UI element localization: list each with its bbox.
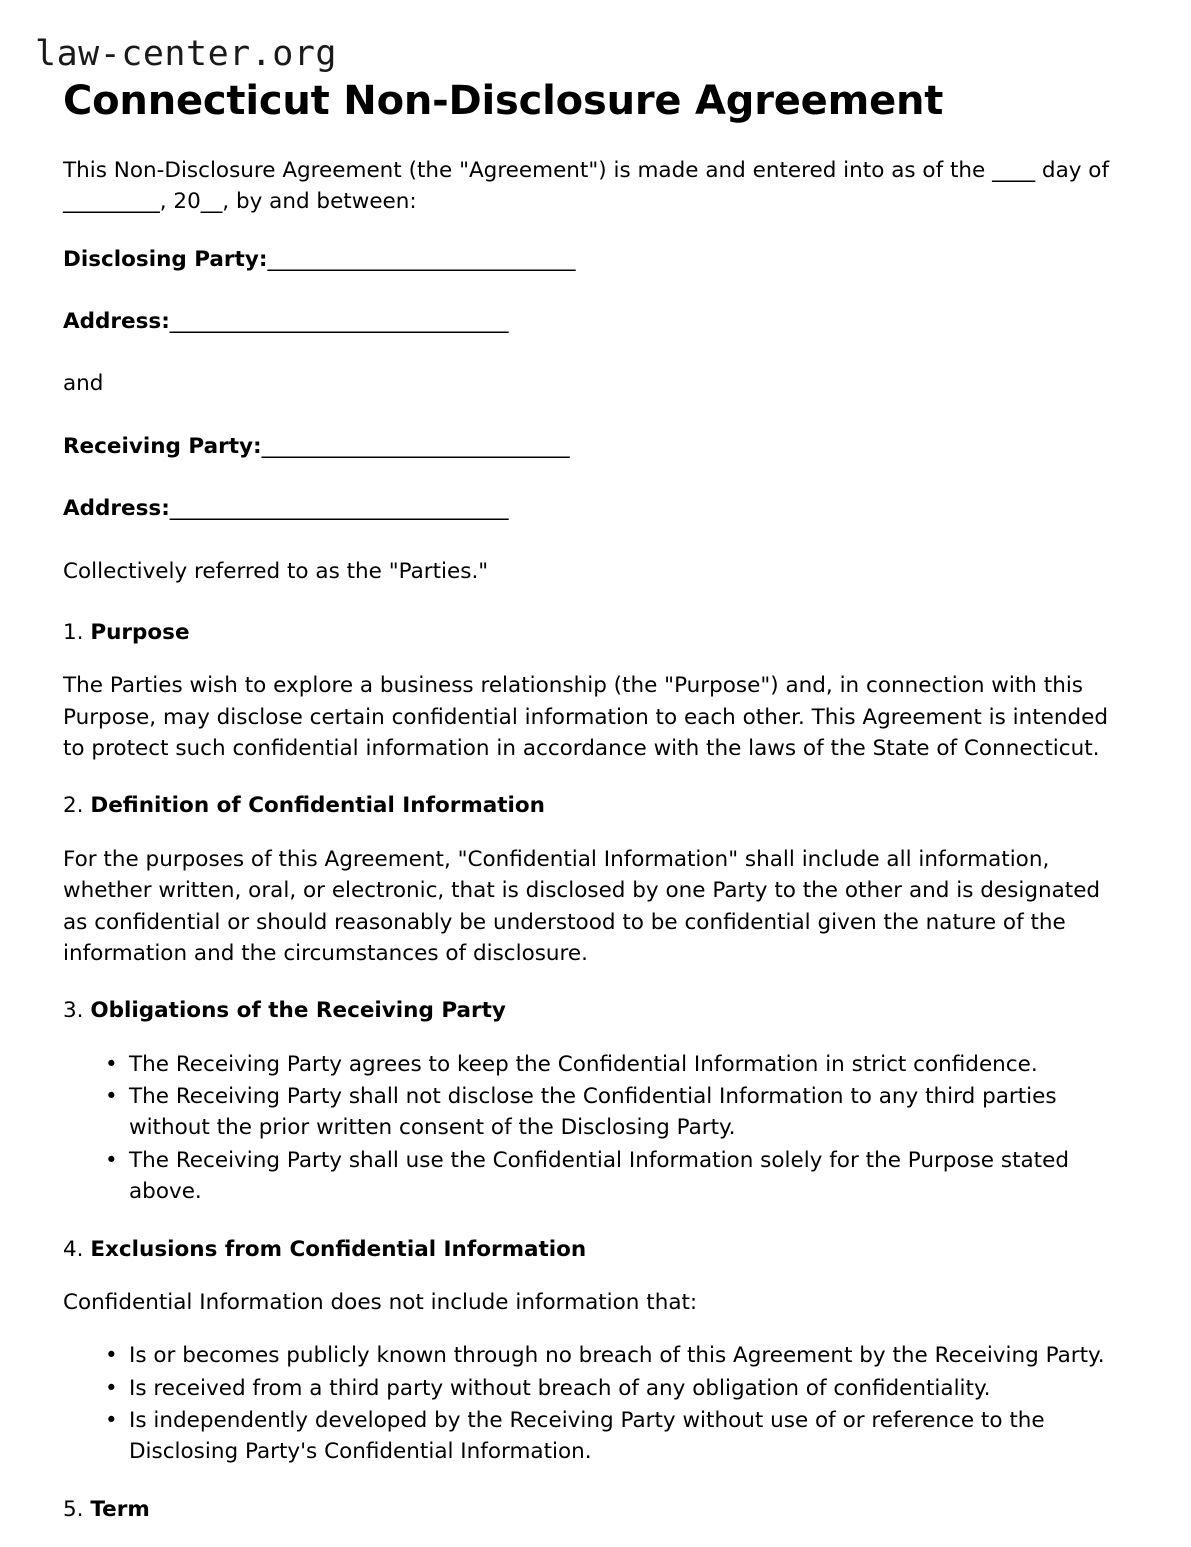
section-body-1: The Parties wish to explore a business relationship (the "Purpose") and, in connection with this Purpose, may disclose certain confidential information to each other. This Agreement is intended to protect such confidential information in accordance with the laws of the State of Connecticut.: [63, 673, 1109, 762]
site-logo: law-center.org: [35, 34, 338, 74]
disclosing-party-label: Disclosing Party:: [63, 246, 268, 272]
section-label-5: Term: [90, 1496, 150, 1522]
disclosing-party-field: [63, 244, 1143, 275]
disclosing-address-label: Address:: [63, 309, 170, 335]
section-number-3: 3.: [63, 998, 84, 1024]
receiving-address-blank[interactable]: _________________________________: [169, 496, 509, 522]
section-number-1: 1.: [63, 619, 84, 645]
page-title: Connecticut Non-Disclosure Agreement: [63, 77, 944, 124]
collective-reference: Collectively referred to as the "Parties.": [63, 558, 489, 584]
document-header: [35, 36, 1143, 125]
list-item: • Is received from a third party without breach of any obligation of confidentiality.: [101, 1373, 1143, 1404]
section-body-2: For the purposes of this Agreement, "Confidential Information" shall include all information, whether written, oral, or electronic, that is disclosed by one Party to the other and is designated as confidential or should reasonably be understood to be confidential given the nature of the information and the circumstances of disclosure.: [63, 846, 1101, 966]
section-4-bullet-list: [63, 1340, 1143, 1468]
document-body: [63, 125, 1143, 1525]
disclosing-address-field: [63, 306, 1143, 337]
parties-conjunction: and: [63, 371, 104, 397]
section-number-4: 4.: [63, 1236, 84, 1262]
receiving-party-blank[interactable]: ______________________________: [261, 433, 570, 459]
section-heading-5: [63, 1494, 1143, 1525]
section-heading-4: [63, 1234, 1143, 1265]
section-label-4: Exclusions from Confidential Information: [90, 1236, 587, 1262]
section-3-bullet-list: [63, 1049, 1143, 1208]
disclosing-address-blank[interactable]: _________________________________: [169, 309, 509, 335]
section-number-2: 2.: [63, 793, 84, 819]
list-item: • The Receiving Party shall not disclose the Confidential Information to any third parties without the prior written consent of the Disclosing Party.: [101, 1081, 1143, 1144]
list-item: • Is independently developed by the Receiving Party without use of or reference to the Disclosing Party's Confidential Information.: [101, 1405, 1143, 1468]
section-label-1: Purpose: [90, 619, 190, 645]
section-label-3: Obligations of the Receiving Party: [90, 998, 506, 1024]
receiving-address-field: [63, 493, 1143, 524]
section-label-2: Definition of Confidential Information: [90, 793, 545, 819]
section-heading-2: [63, 790, 1143, 821]
section-heading-3: [63, 995, 1143, 1026]
receiving-address-label: Address:: [63, 496, 170, 522]
intro-paragraph: This Non-Disclosure Agreement (the "Agreement") is made and entered into as of the ____ day of _________, 20__, by and between:: [63, 157, 1110, 215]
list-item: • The Receiving Party shall use the Confidential Information solely for the Purpose stated above.: [101, 1145, 1143, 1208]
list-item: • The Receiving Party agrees to keep the Confidential Information in strict confidence.: [101, 1049, 1143, 1080]
section-4-lead-in: Confidential Information does not include information that:: [63, 1289, 698, 1315]
disclosing-party-blank[interactable]: ______________________________: [267, 246, 575, 272]
receiving-party-field: [63, 431, 1143, 462]
section-number-5: 5.: [63, 1496, 84, 1522]
list-item: • Is or becomes publicly known through no breach of this Agreement by the Receiving Party.: [101, 1340, 1143, 1371]
receiving-party-label: Receiving Party:: [63, 433, 262, 459]
section-heading-1: [63, 617, 1143, 648]
